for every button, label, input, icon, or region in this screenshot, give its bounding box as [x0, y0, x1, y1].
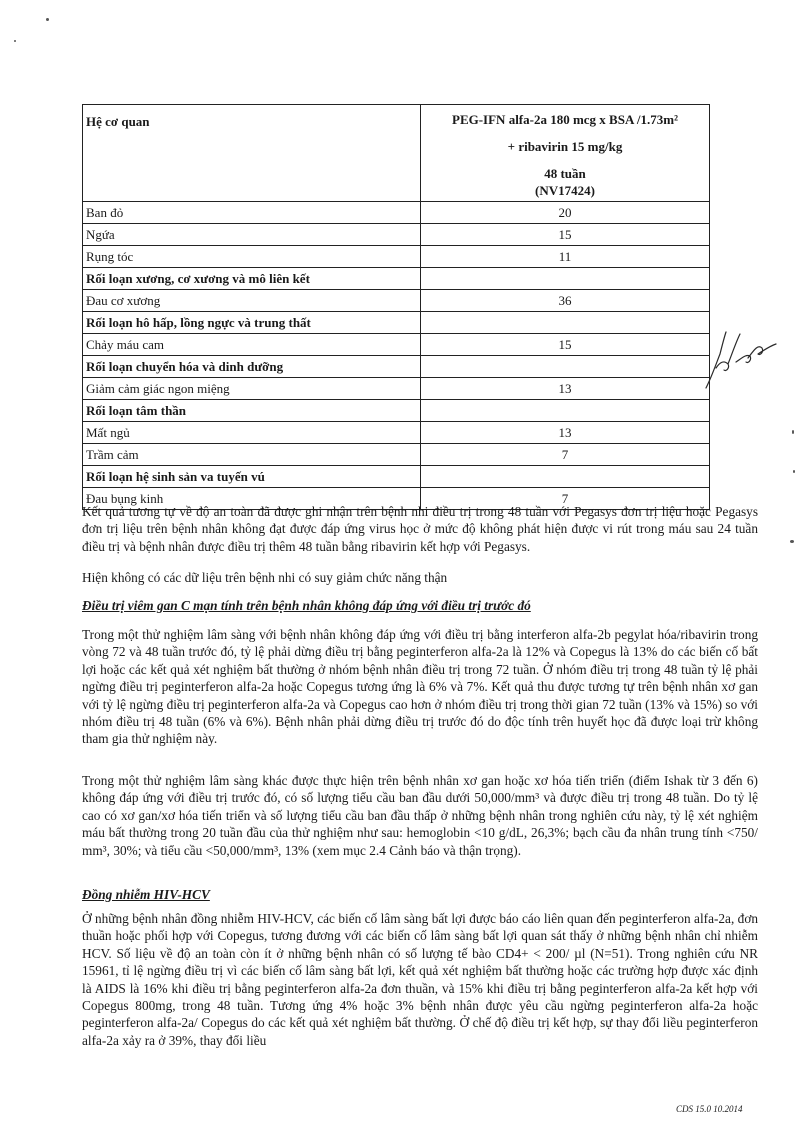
category-label: Rối loạn xương, cơ xương và mô liên kết [83, 268, 421, 289]
row-label: Ban đỏ [83, 202, 421, 223]
header-regimen-line2: + ribavirin 15 mg/kg [507, 139, 623, 154]
table-row [83, 245, 709, 267]
paragraph-cirrhosis-trial: Trong một thử nghiệm lâm sàng khác được thực hiện trên bệnh nhân xơ gan hoặc xơ hóa tiến triển (điểm Ishak từ 3 đến 6) không đáp ứng với điều trị trước đó, có số lượng tiểu cầu ban đầu dưới 50,000/mm³ và được điều trị trong 48 tuần. Do tỷ lệ cao có xơ gan/xơ hóa tiến triển và số lượng tiểu cầu ban đầu thấp ở những bệnh nhân trong nghiên cứu này, tỷ lệ xét nghiệm máu bất thường trong 20 tuần đầu của thử nghiệm như sau: hemoglobin <10 g/dL, 26,3%; bạch cầu đa nhân trung tính <750/ mm³, 30%; và tiểu cầu <50,000/mm³, 13% (xem mục 2.4 Cảnh báo và thận trọng). [82, 773, 758, 858]
row-label: Đau cơ xương [83, 290, 421, 311]
adverse-events-table [82, 104, 710, 510]
category-label: Rối loạn hô hấp, lồng ngực và trung thất [83, 312, 421, 333]
row-label: Trầm cảm [83, 444, 421, 465]
row-value: 7 [561, 491, 569, 506]
table-category-row [83, 355, 709, 377]
row-value: 20 [558, 205, 572, 220]
handwritten-signature [702, 324, 782, 394]
row-label: Rụng tóc [83, 246, 421, 267]
row-value: 36 [558, 293, 572, 308]
header-regimen-line4: (NV17424) [535, 183, 595, 198]
row-label: Mất ngủ [83, 422, 421, 443]
paragraph-hiv-hcv: Ở những bệnh nhân đồng nhiễm HIV-HCV, các biến cố lâm sàng bất lợi được báo cáo liên quan đến peginterferon alfa-2a, đơn thuần hoặc phối hợp với Copegus, tương đương với các biến cố lâm sàng bất lợi quan sát thấy ở những bệnh nhân chỉ nhiễm HCV. Số liệu về độ an toàn còn ít ở những bệnh nhân có số lượng tế bào CD4+ < 200/ µl (N=51). Trong nghiên cứu NR 15961, tỉ lệ ngừng điều trị vì các biến cố lâm sàng bất lợi, kết quả xét nghiệm bất thường hoặc các trường hợp được xác định là AIDS là 16% khi điều trị bằng peginterferon alfa-2a đơn thuần, và 15% khi điều trị bằng peginterferon alfa-2a kết hợp với Copegus 800mg, trong 48 tuần. Tương ứng 4% hoặc 3% bệnh nhân được yêu cầu ngừng peginterferon alfa-2a hoặc peginterferon alfa-2a/ Copegus do các kết quả xét nghiệm bất thường. Ở chế độ điều trị kết hợp, sự thay đổi liều peginterferon alfa-2a xảy ra ở 39%, thay đổi liều [82, 911, 758, 1048]
row-value [421, 312, 709, 333]
header-regimen-line1: PEG-IFN alfa-2a 180 mcg x BSA /1.73m² [452, 112, 678, 127]
row-value [421, 400, 709, 421]
table-row [83, 421, 709, 443]
row-value: 13 [558, 425, 572, 440]
scan-speck [792, 430, 794, 434]
table-row [83, 333, 709, 355]
table-row [83, 377, 709, 399]
row-label: Giảm cảm giác ngon miệng [83, 378, 421, 399]
scan-speck [14, 40, 16, 42]
paragraph-nonresponder-trial: Trong một thử nghiệm lâm sàng với bệnh nhân không đáp ứng với điều trị bằng interferon alfa-2b pegylat hóa/ribavirin trong vòng 72 và 48 tuần trước đó, tỷ lệ phải dừng điều trị bằng peginterferon alfa-2a là 12% và Copegus là 13% do các biến cố bất lợi hoặc các kết quả xét nghiệm bất thường ở nhóm bệnh nhân điều trị trong 72 tuần. Ở nhóm điều trị trong 48 tuần tỷ lệ phải ngừng điều trị peginterferon alfa-2a hoặc Copegus tương ứng là 6% và 7%. Kết quả thu được tương tự trên bệnh nhân xơ gan với tỷ lệ ngừng điều trị peginterferon alfa-2a và Copegus cao hơn ở nhóm điều trị trong thời gian 72 tuần (13% và 15%) so với nhóm điều trị 48 tuần (6% và 6%). Bệnh nhân phải dừng điều trị trước đó do độc tính trên huyết học đã được loại trừ không tham gia thử nghiệm này. [82, 627, 758, 747]
table-category-row [83, 267, 709, 289]
row-value: 15 [558, 337, 572, 352]
row-value [421, 466, 709, 487]
table-category-row [83, 465, 709, 487]
row-value: 13 [558, 381, 572, 396]
table-row [83, 289, 709, 311]
table-category-row [83, 399, 709, 421]
header-regimen-line3: 48 tuần [544, 166, 586, 181]
row-label: Chảy máu cam [83, 334, 421, 355]
row-value [421, 356, 709, 377]
category-label: Rối loạn tâm thần [83, 400, 421, 421]
table-category-row [83, 311, 709, 333]
row-label: Ngứa [83, 224, 421, 245]
scan-speck [793, 470, 795, 473]
scan-speck [790, 540, 794, 543]
document-version-footer: CDS 15.0 10.2014 [676, 1104, 743, 1114]
row-value: 15 [558, 227, 572, 242]
section-heading-nonresponders: Điều trị viêm gan C mạn tính trên bệnh nhân không đáp ứng với điều trị trước đó [82, 598, 531, 613]
scan-speck [46, 18, 49, 21]
row-value: 11 [558, 249, 572, 264]
table-row [83, 223, 709, 245]
table-row [83, 201, 709, 223]
row-label: Đau bụng kinh [83, 488, 421, 509]
category-label: Rối loạn chuyển hóa và dinh dưỡng [83, 356, 421, 377]
header-organ-system: Hệ cơ quan [83, 105, 421, 201]
row-value: 7 [561, 447, 569, 462]
paragraph-renal-data: Hiện không có các dữ liệu trên bệnh nhi có suy giảm chức năng thận [82, 570, 448, 585]
row-value [421, 268, 709, 289]
table-row [83, 443, 709, 465]
paragraph-pediatric-safety: Kết quả tương tự về độ an toàn đã được ghi nhận trên bệnh nhi điều trị trong 48 tuần với Pegasys đơn trị liệu hoặc Pegasys đơn trị liệu trên bệnh nhân không đạt được đáp ứng virus học ở mức độ không phát hiện được vi rút trong máu sau 24 tuần điều trị và bệnh nhân được điều trị thêm 48 tuần bằng ribavirin kết hợp với Pegasys. [82, 504, 758, 554]
section-heading-hiv-hcv: Đồng nhiễm HIV-HCV [82, 887, 210, 902]
category-label: Rối loạn hệ sinh sản va tuyến vú [83, 466, 421, 487]
header-regimen [421, 105, 709, 201]
table-header-row [83, 105, 709, 201]
